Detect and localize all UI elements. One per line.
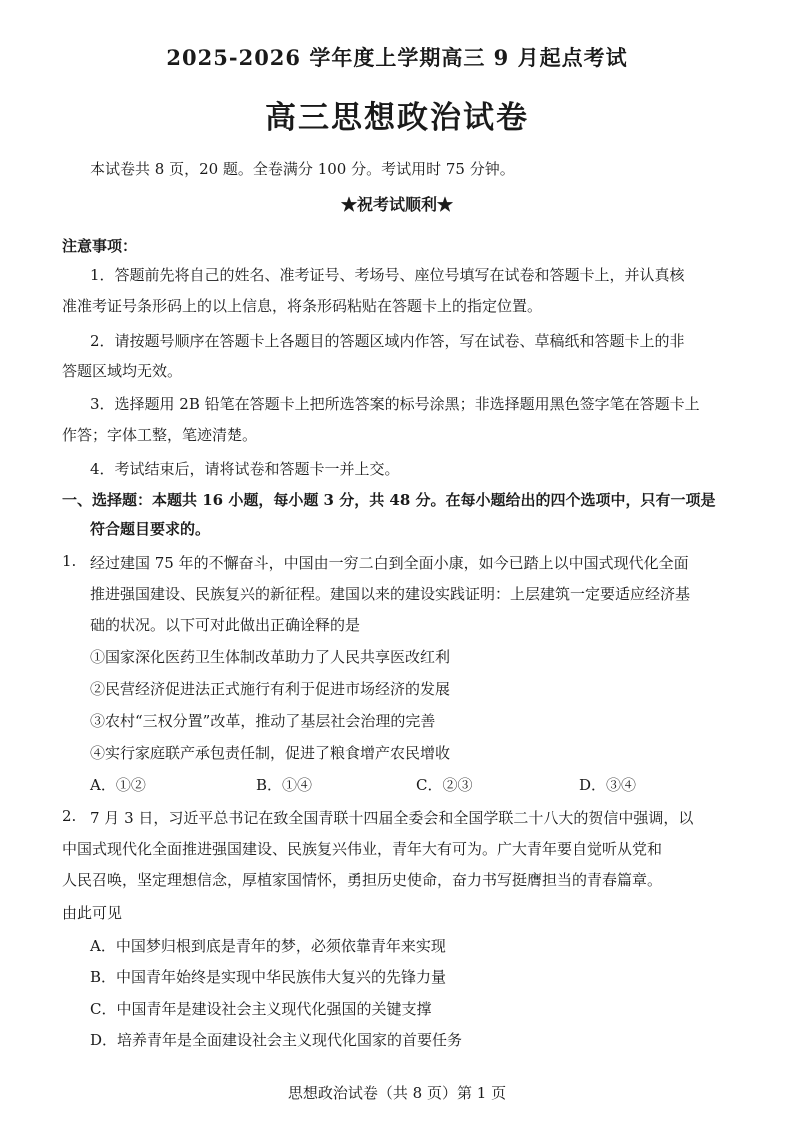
- question-1-option-b[interactable]: B．①④: [256, 776, 313, 794]
- question-2-stem-line: 7 月 3 日，习近平总书记在致全国青联十四届全委会和全国学联二十八大的贺信中强调，以: [90, 809, 694, 827]
- question-2-stem-line: 人民召唤，坚定理想信念，厚植家国情怀，勇担历史使命，奋力书写挺膺担当的青春篇章。: [62, 871, 663, 889]
- note-2-line-1: 2．请按题号顺序在答题卡上各题目的答题区域内作答，写在试卷、草稿纸和答题卡上的非: [90, 332, 685, 350]
- question-1-statement: ④实行家庭联产承包责任制，促进了粮食增产农民增收: [90, 744, 451, 762]
- question-1-statement: ③农村“三权分置”改革，推动了基层社会治理的完善: [90, 712, 436, 730]
- notes-heading: 注意事项：: [62, 237, 138, 255]
- question-2-stem-line: 由此可见: [62, 904, 123, 922]
- question-2-stem-line: 中国式现代化全面推进强国建设、民族复兴伟业，青年大有可为。广大青年要自觉听从党和: [62, 840, 663, 858]
- page-footer: 思想政治试卷（共 8 页）第 1 页: [287, 1084, 507, 1102]
- question-2-number: 2.: [62, 807, 77, 825]
- note-1-line-1: 1．答题前先将自己的姓名、准考证号、考场号、座位号填写在试卷和答题卡上，并认真核: [90, 266, 685, 284]
- question-1-statement: ②民营经济促进法正式施行有利于促进市场经济的发展: [90, 680, 451, 698]
- question-1-statement: ①国家深化医药卫生体制改革助力了人民共享医改红利: [90, 648, 451, 666]
- question-1-stem-line: 础的状况。以下可对此做出正确诠释的是: [90, 616, 361, 634]
- question-2-option-c[interactable]: C．中国青年是建设社会主义现代化强国的关键支撑: [90, 1000, 432, 1018]
- note-3-line-1: 3．选择题用 2B 铅笔在答题卡上把所选答案的标号涂黑；非选择题用黑色签字笔在答题卡上: [90, 395, 700, 413]
- note-4-line-1: 4．考试结束后，请将试卷和答题卡一并上交。: [90, 460, 400, 478]
- note-2-line-2: 答题区域均无效。: [62, 362, 183, 380]
- question-2-option-a[interactable]: A．中国梦归根到底是青年的梦，必须依靠青年来实现: [90, 937, 446, 955]
- paper-title: 高三思想政治试卷: [265, 100, 529, 136]
- question-1-option-a[interactable]: A．①②: [90, 776, 146, 794]
- note-3-line-2: 作答；字体工整，笔迹清楚。: [62, 426, 258, 444]
- note-1-line-2: 准准考证号条形码上的以上信息，将条形码粘贴在答题卡上的指定位置。: [62, 297, 543, 315]
- question-1-stem-line: 经过建国 75 年的不懈奋斗，中国由一穷二白到全面小康，如今已踏上以中国式现代化全面: [90, 554, 689, 572]
- question-1-number: 1.: [62, 552, 77, 570]
- question-2-option-d[interactable]: D．培养青年是全面建设社会主义现代化国家的首要任务: [90, 1031, 463, 1049]
- section-1-heading: 一、选择题：本题共 16 小题，每小题 3 分，共 48 分。在每小题给出的四个选项中，只有一项是: [62, 491, 716, 509]
- question-1-option-d[interactable]: D．③④: [579, 776, 637, 794]
- exam-title: 2025-2026 学年度上学期高三 9 月起点考试: [166, 45, 628, 70]
- question-1-option-c[interactable]: C．②③: [416, 776, 473, 794]
- question-2-option-b[interactable]: B．中国青年始终是实现中华民族伟大复兴的先锋力量: [90, 968, 447, 986]
- section-1-heading-cont: 符合题目要求的。: [90, 520, 211, 538]
- exam-intro: 本试卷共 8 页，20 题。全卷满分 100 分。考试用时 75 分钟。: [90, 160, 515, 178]
- good-luck-banner: ★祝考试顺利★: [340, 195, 453, 214]
- question-1-stem-line: 推进强国建设、民族复兴的新征程。建国以来的建设实践证明：上层建筑一定要适应经济基: [90, 585, 691, 603]
